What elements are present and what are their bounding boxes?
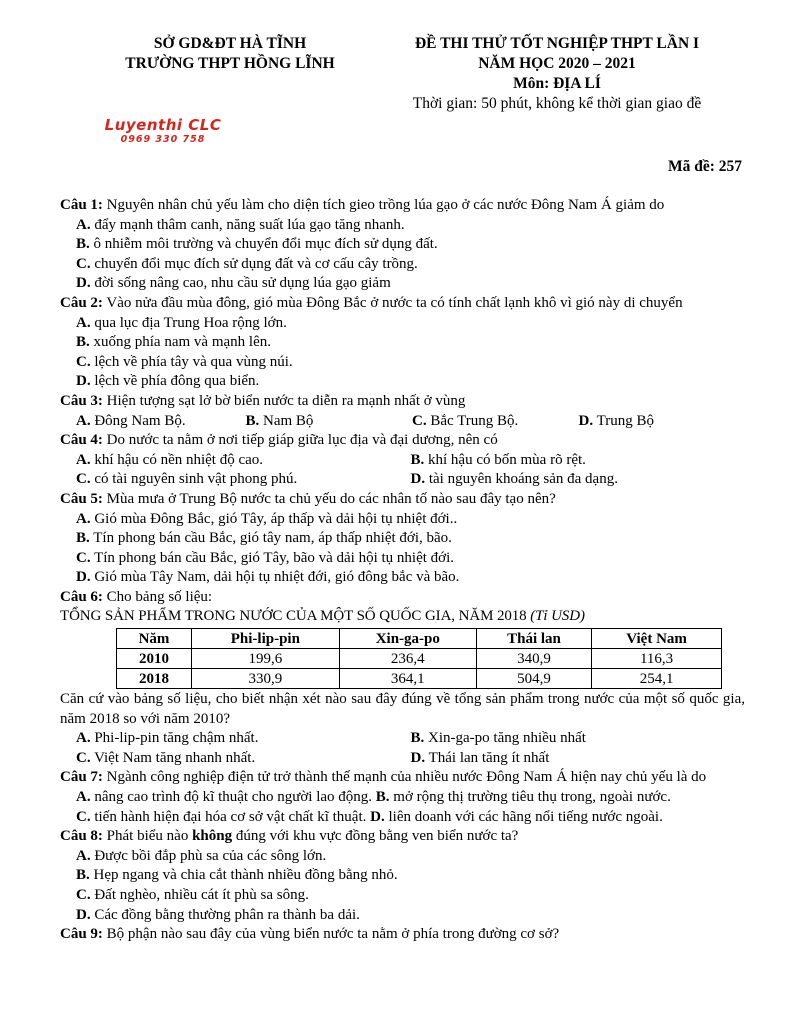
option-text: Được bồi đắp phù sa của các sông lớn. — [94, 847, 327, 864]
question-number: Câu 6: — [60, 588, 103, 605]
question-followup: Căn cứ vào bảng số liệu, cho biết nhận xét nào sau đây đúng về tổng sản phẩm trong nước của một số quốc gia, năm 2018 so với năm 2010? — [60, 691, 745, 727]
option-key: D. — [370, 808, 385, 825]
option-text: Trung Bộ — [596, 412, 654, 429]
option — [76, 549, 745, 569]
table-unit: (Tỉ USD) — [530, 608, 585, 625]
exam-code: Mã đề: 257 — [667, 158, 742, 175]
option-text: Thái lan tăng ít nhất — [428, 749, 550, 766]
question-6 — [60, 588, 745, 608]
table-cell: 116,3 — [592, 649, 722, 669]
table-cell: 2018 — [117, 669, 192, 689]
option-key: D. — [76, 373, 91, 390]
question-text: Ngành công nghiệp điện tử trở thành thế mạnh của nhiều nước Đông Nam Á hiện nay chủ yếu là do — [106, 769, 707, 786]
table-header: Thái lan — [476, 629, 591, 649]
option-key: A. — [76, 314, 91, 331]
question-text: Hiện tượng sạt lở bờ biển nước ta diễn ra mạnh nhất ở vùng — [106, 392, 466, 409]
option-text: nâng cao trình độ kĩ thuật cho người lao động. — [94, 789, 373, 806]
data-table — [116, 628, 722, 689]
question-text: Vào nửa đầu mùa đông, gió mùa Đông Bắc ở nước ta có tính chất lạnh khô vì gió này di chuyển — [106, 294, 683, 311]
option-key: C. — [76, 471, 91, 488]
option-key: A. — [76, 451, 91, 468]
option-text: tiến hành hiện đại hóa cơ sở vật chất kĩ thuật. — [94, 808, 367, 825]
question-number: Câu 5: — [60, 490, 103, 507]
option — [76, 529, 745, 549]
option-key: A. — [76, 216, 91, 233]
option-key: C. — [412, 412, 427, 429]
option-text: Tín phong bán cầu Bắc, gió Tây, bão và dải hội tụ nhiệt đới. — [94, 549, 455, 566]
question-1 — [60, 196, 745, 216]
question-number: Câu 4: — [60, 432, 103, 449]
question-emphasis: không — [192, 828, 233, 845]
option — [411, 451, 746, 471]
question-5 — [60, 490, 745, 510]
option-row — [76, 788, 745, 808]
option — [76, 749, 411, 769]
option-text: Nam Bộ — [263, 412, 314, 429]
option — [411, 729, 746, 749]
table-header: Xin-ga-po — [339, 629, 476, 649]
department-name: SỞ GD&ĐT HÀ TĨNH — [153, 35, 307, 52]
option-text: Bắc Trung Bộ. — [430, 412, 519, 429]
option-text: đời sống nâng cao, nhu cầu sử dụng lúa gạo giảm — [94, 275, 391, 292]
option — [76, 470, 411, 490]
option-text: tài nguyên khoáng sản đa dạng. — [428, 471, 618, 488]
option-key: C. — [76, 808, 91, 825]
option — [76, 255, 745, 275]
option — [76, 235, 745, 255]
school-name: TRƯỜNG THPT HỒNG LĨNH — [125, 55, 335, 72]
option — [76, 372, 745, 392]
option-key: B. — [76, 236, 90, 253]
option-key: B. — [410, 451, 425, 468]
table-cell: 330,9 — [192, 669, 340, 689]
table-cell: 2010 — [117, 649, 192, 669]
logo-phone: 0969 330 758 — [120, 134, 206, 145]
table-header: Việt Nam — [592, 629, 722, 649]
question-8 — [60, 827, 745, 847]
option-text: Xin-ga-po tăng nhiều nhất — [428, 730, 586, 747]
logo-brand: Luyenthi CLC — [104, 116, 222, 134]
option-key: B. — [76, 530, 90, 547]
table-cell: 236,4 — [339, 649, 476, 669]
question-text: Nguyên nhân chủ yếu làm cho diện tích gieo trồng lúa gạo ở các nước Đông Nam Á giảm do — [106, 197, 665, 213]
option-key: B. — [245, 412, 260, 429]
question-9 — [60, 925, 745, 945]
table-cell: 199,6 — [192, 649, 340, 669]
option-text: Tín phong bán cầu Bắc, gió tây nam, áp thấp nhiệt đới, bão. — [93, 530, 452, 547]
question-text: Mùa mưa ở Trung Bộ nước ta chủ yếu do các nhân tố nào sau đây tạo nên? — [106, 490, 556, 507]
option-key: D. — [578, 412, 594, 429]
option-row — [76, 749, 745, 769]
option — [411, 749, 746, 769]
option — [76, 216, 745, 236]
option-row — [76, 729, 745, 749]
question-number: Câu 8: — [60, 828, 103, 845]
option — [411, 470, 746, 490]
option — [76, 866, 745, 886]
option-key: B. — [76, 334, 90, 351]
option-text: lệch về phía đông qua biển. — [94, 373, 260, 390]
option-row — [76, 470, 745, 490]
option-key: D. — [410, 749, 426, 766]
option — [76, 729, 411, 749]
option-text: Các đồng bằng thường phân ra thành ba dải. — [94, 906, 360, 923]
option-key: B. — [410, 730, 425, 747]
option-key: B. — [76, 867, 90, 884]
question-number: Câu 9: — [60, 926, 103, 943]
option-text: mở rộng thị trường tiêu thụ trong, ngoài nước. — [393, 789, 671, 806]
option-key: C. — [76, 749, 91, 766]
option-key: B. — [375, 789, 390, 806]
option — [76, 353, 745, 373]
option — [412, 412, 579, 432]
option — [579, 412, 746, 432]
table-row — [117, 669, 722, 689]
option-row — [76, 451, 745, 471]
option-key: A. — [76, 510, 91, 527]
question-7 — [60, 768, 745, 788]
option — [76, 451, 411, 471]
table-cell: 254,1 — [592, 669, 722, 689]
option-text: có tài nguyên sinh vật phong phú. — [94, 471, 298, 488]
question-text: Phát biểu nào — [106, 828, 189, 845]
option — [76, 314, 745, 334]
table-row — [117, 649, 722, 669]
question-4 — [60, 431, 745, 451]
option — [76, 568, 745, 588]
option-text: chuyển đổi mục đích sử dụng đất và cơ cấu cây trồng. — [94, 255, 418, 272]
header-left — [100, 34, 360, 74]
option-text: xuống phía nam và mạnh lên. — [93, 334, 271, 351]
option-text: Hẹp ngang và chia cắt thành nhiều đồng bằng nhỏ. — [93, 867, 398, 884]
option-row — [76, 412, 745, 432]
exam-time: Thời gian: 50 phút, không kể thời gian giao đề — [412, 95, 702, 112]
option — [246, 412, 413, 432]
option-text: liên doanh với các hãng nổi tiếng nước ngoài. — [388, 808, 663, 825]
option — [76, 510, 745, 530]
option-text: Đất nghèo, nhiều cát ít phù sa sông. — [94, 887, 309, 903]
option-text: lệch về phía tây và qua vùng núi. — [94, 353, 293, 370]
questions — [60, 196, 745, 945]
option-text: Việt Nam tăng nhanh nhất. — [94, 749, 256, 766]
option — [76, 847, 745, 867]
option-text: ô nhiễm môi trường và chuyển đổi mục đích sử dụng đất. — [93, 236, 438, 253]
option-key: A. — [76, 412, 91, 429]
watermark-logo — [88, 117, 238, 145]
option-key: C. — [76, 255, 91, 272]
option-key: D. — [410, 471, 426, 488]
option-text: qua lục địa Trung Hoa rộng lớn. — [94, 314, 287, 331]
option-key: C. — [76, 353, 91, 370]
question-number: Câu 1: — [60, 197, 103, 213]
option-text: Đông Nam Bộ. — [94, 412, 186, 429]
question-2 — [60, 294, 745, 314]
option — [76, 906, 745, 926]
subject: Môn: ĐỊA LÍ — [513, 75, 601, 92]
option-key: A. — [76, 789, 91, 806]
option-key: A. — [76, 847, 91, 864]
option-key: C. — [76, 549, 91, 566]
table-header: Phi-lip-pin — [192, 629, 340, 649]
option-key: D. — [76, 275, 91, 292]
question-text: Bộ phận nào sau đây của vùng biển nước ta nằm ở phía trong đường cơ sở? — [106, 926, 560, 943]
question-3 — [60, 392, 745, 412]
option-row — [76, 808, 745, 828]
table-header: Năm — [117, 629, 192, 649]
question-text: đúng với khu vực đồng bằng ven biển nước ta? — [235, 828, 519, 845]
question-text: Do nước ta nằm ở nơi tiếp giáp giữa lục địa và đại dương, nên có — [106, 432, 498, 449]
question-number: Câu 2: — [60, 294, 103, 311]
header-right — [372, 34, 742, 114]
table-title — [60, 607, 745, 627]
table-cell: 504,9 — [476, 669, 591, 689]
option — [76, 333, 745, 353]
option-key: C. — [76, 887, 91, 903]
table-header-row — [117, 629, 722, 649]
option — [76, 274, 745, 294]
option-key: D. — [76, 569, 91, 586]
option-key: D. — [76, 906, 91, 923]
option-text: Gió mùa Tây Nam, dải hội tụ nhiệt đới, gió đông bắc và bão. — [94, 569, 460, 586]
option-key: A. — [76, 730, 91, 747]
option-text: Gió mùa Đông Bắc, gió Tây, áp thấp và dải hội tụ nhiệt đới.. — [94, 510, 458, 527]
option-text: Phi-lip-pin tăng chậm nhất. — [94, 730, 259, 747]
option-text: khí hậu có nền nhiệt độ cao. — [94, 451, 264, 468]
option-text: khí hậu có bốn mùa rõ rệt. — [428, 451, 586, 468]
table-title-text: TỔNG SẢN PHẨM TRONG NƯỚC CỦA MỘT SỐ QUỐC GIA, NĂM 2018 — [60, 608, 527, 625]
option-text: đẩy mạnh thâm canh, năng suất lúa gạo tăng nhanh. — [94, 216, 405, 233]
table-cell: 340,9 — [476, 649, 591, 669]
option — [76, 412, 246, 432]
exam-title: ĐỀ THI THỬ TỐT NGHIỆP THPT LẦN I — [414, 35, 700, 52]
question-text: Cho bảng số liệu: — [106, 588, 213, 605]
question-number: Câu 3: — [60, 392, 103, 409]
school-year: NĂM HỌC 2020 – 2021 — [478, 55, 636, 72]
table-cell: 364,1 — [339, 669, 476, 689]
question-number: Câu 7: — [60, 769, 103, 786]
option — [76, 886, 745, 906]
